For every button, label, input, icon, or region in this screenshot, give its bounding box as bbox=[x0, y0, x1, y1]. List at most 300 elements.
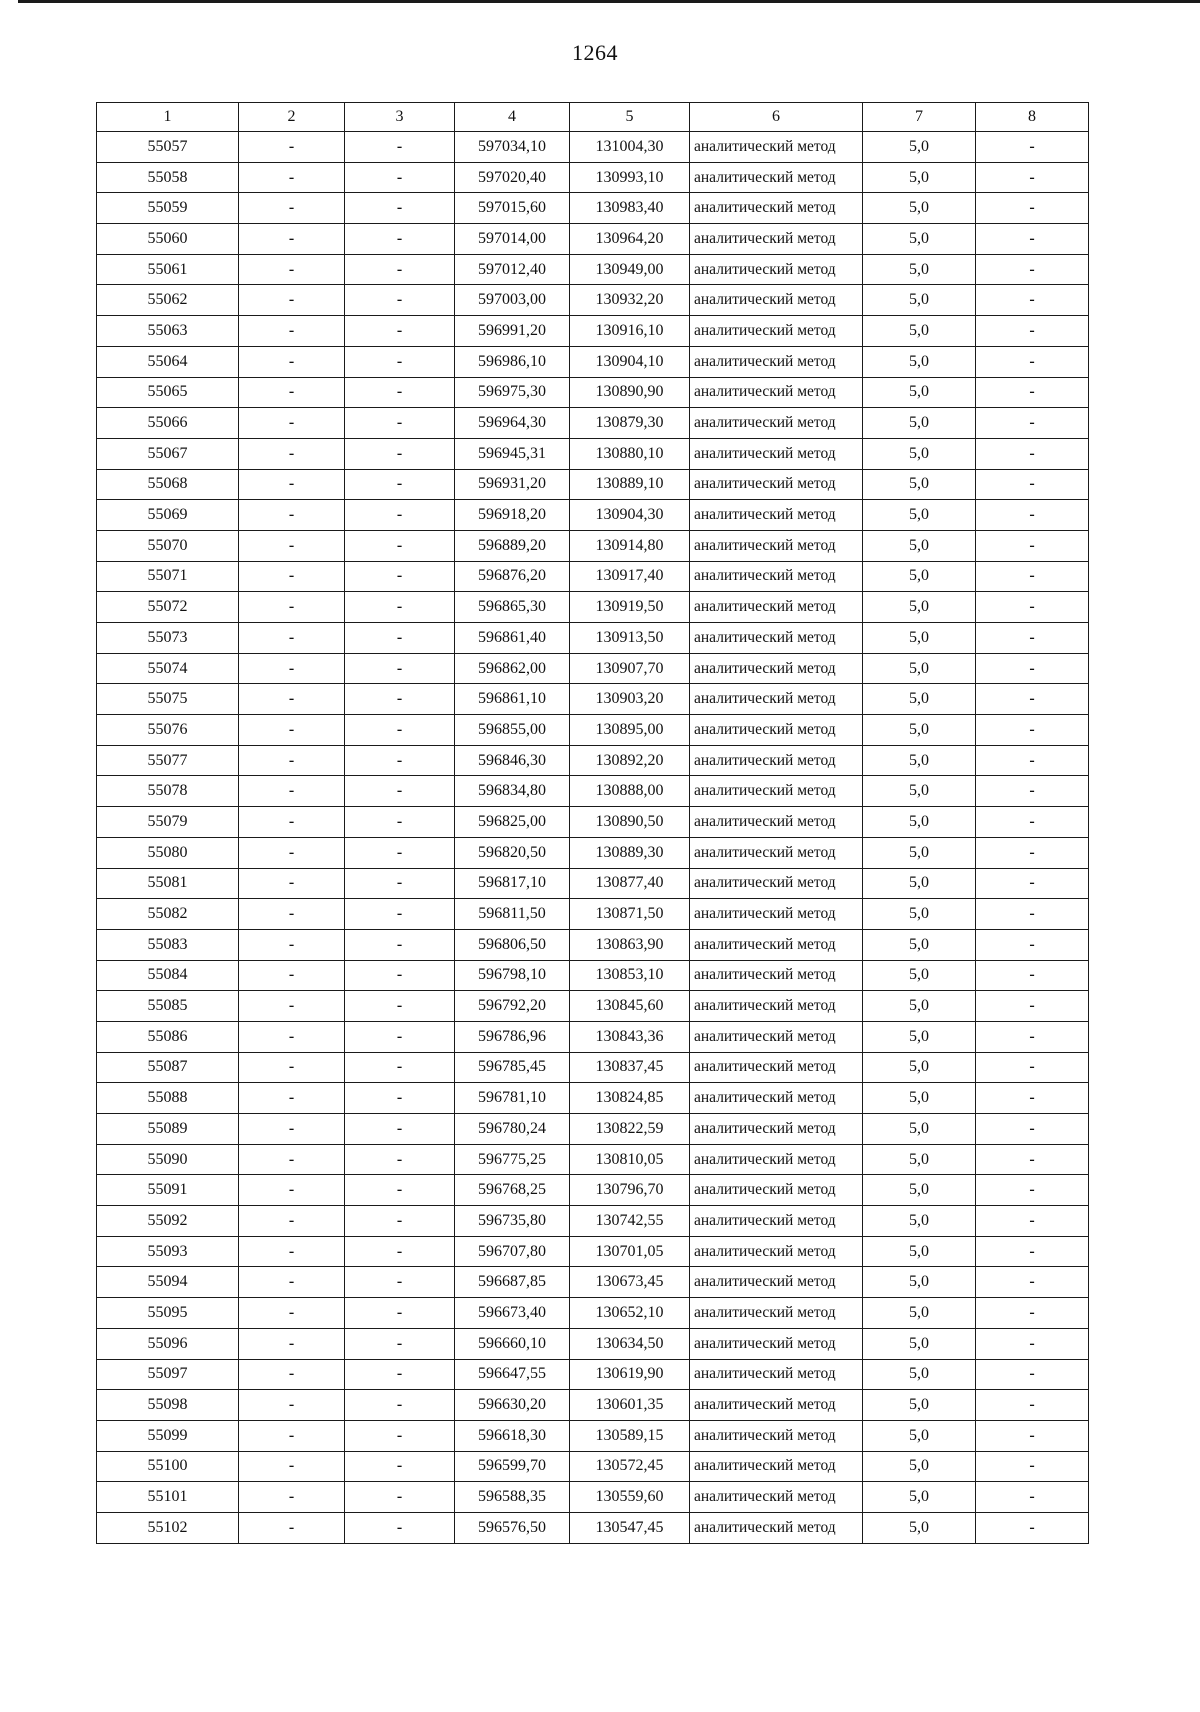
cell-col8-value: - bbox=[976, 530, 1089, 561]
cell-y-coordinate: 130914,80 bbox=[570, 530, 690, 561]
cell-col8-value: - bbox=[976, 745, 1089, 776]
cell-point-number: 55068 bbox=[97, 469, 239, 500]
cell-point-number: 55080 bbox=[97, 837, 239, 868]
cell-col8-value: - bbox=[976, 162, 1089, 193]
table-row bbox=[97, 1482, 1089, 1513]
cell-accuracy: 5,0 bbox=[863, 1359, 976, 1390]
cell-point-number: 55094 bbox=[97, 1267, 239, 1298]
cell-point-number: 55077 bbox=[97, 745, 239, 776]
cell-col2-value: - bbox=[239, 1482, 345, 1513]
table-row bbox=[97, 807, 1089, 838]
cell-point-number: 55086 bbox=[97, 1021, 239, 1052]
table-row bbox=[97, 1236, 1089, 1267]
cell-y-coordinate: 130904,10 bbox=[570, 346, 690, 377]
cell-col8-value: - bbox=[976, 500, 1089, 531]
table-row bbox=[97, 1451, 1089, 1482]
cell-method: аналитический метод bbox=[690, 561, 863, 592]
cell-y-coordinate: 130916,10 bbox=[570, 316, 690, 347]
table-row bbox=[97, 1052, 1089, 1083]
cell-x-coordinate: 596931,20 bbox=[455, 469, 570, 500]
cell-method: аналитический метод bbox=[690, 162, 863, 193]
table-row bbox=[97, 592, 1089, 623]
cell-point-number: 55098 bbox=[97, 1390, 239, 1421]
cell-method: аналитический метод bbox=[690, 254, 863, 285]
cell-x-coordinate: 596817,10 bbox=[455, 868, 570, 899]
cell-method: аналитический метод bbox=[690, 224, 863, 255]
cell-col3-value: - bbox=[345, 1328, 455, 1359]
cell-y-coordinate: 130742,55 bbox=[570, 1206, 690, 1237]
cell-col3-value: - bbox=[345, 807, 455, 838]
cell-col8-value: - bbox=[976, 1420, 1089, 1451]
cell-y-coordinate: 130559,60 bbox=[570, 1482, 690, 1513]
cell-x-coordinate: 596834,80 bbox=[455, 776, 570, 807]
cell-accuracy: 5,0 bbox=[863, 899, 976, 930]
cell-point-number: 55065 bbox=[97, 377, 239, 408]
cell-x-coordinate: 596618,30 bbox=[455, 1420, 570, 1451]
cell-point-number: 55090 bbox=[97, 1144, 239, 1175]
table-row bbox=[97, 316, 1089, 347]
cell-method: аналитический метод bbox=[690, 1236, 863, 1267]
cell-method: аналитический метод bbox=[690, 623, 863, 654]
cell-y-coordinate: 130877,40 bbox=[570, 868, 690, 899]
cell-col8-value: - bbox=[976, 684, 1089, 715]
cell-method: аналитический метод bbox=[690, 1451, 863, 1482]
cell-point-number: 55101 bbox=[97, 1482, 239, 1513]
cell-x-coordinate: 596889,20 bbox=[455, 530, 570, 561]
cell-x-coordinate: 596855,00 bbox=[455, 715, 570, 746]
cell-col3-value: - bbox=[345, 929, 455, 960]
table-row bbox=[97, 653, 1089, 684]
cell-col2-value: - bbox=[239, 899, 345, 930]
cell-accuracy: 5,0 bbox=[863, 346, 976, 377]
table-row bbox=[97, 684, 1089, 715]
cell-col2-value: - bbox=[239, 438, 345, 469]
cell-col3-value: - bbox=[345, 1021, 455, 1052]
cell-point-number: 55070 bbox=[97, 530, 239, 561]
cell-col8-value: - bbox=[976, 592, 1089, 623]
cell-col8-value: - bbox=[976, 1451, 1089, 1482]
cell-col3-value: - bbox=[345, 193, 455, 224]
cell-col2-value: - bbox=[239, 1083, 345, 1114]
header-col-4: 4 bbox=[455, 103, 570, 132]
cell-col2-value: - bbox=[239, 408, 345, 439]
cell-col3-value: - bbox=[345, 224, 455, 255]
cell-col3-value: - bbox=[345, 530, 455, 561]
cell-x-coordinate: 596825,00 bbox=[455, 807, 570, 838]
coordinates-table-container bbox=[96, 102, 1088, 1544]
cell-accuracy: 5,0 bbox=[863, 132, 976, 163]
cell-point-number: 55078 bbox=[97, 776, 239, 807]
cell-x-coordinate: 596792,20 bbox=[455, 991, 570, 1022]
cell-y-coordinate: 130652,10 bbox=[570, 1298, 690, 1329]
cell-col8-value: - bbox=[976, 1206, 1089, 1237]
cell-accuracy: 5,0 bbox=[863, 1512, 976, 1543]
cell-x-coordinate: 596865,30 bbox=[455, 592, 570, 623]
cell-y-coordinate: 130822,59 bbox=[570, 1114, 690, 1145]
cell-col2-value: - bbox=[239, 530, 345, 561]
cell-method: аналитический метод bbox=[690, 1144, 863, 1175]
cell-method: аналитический метод bbox=[690, 960, 863, 991]
cell-col8-value: - bbox=[976, 715, 1089, 746]
cell-y-coordinate: 130949,00 bbox=[570, 254, 690, 285]
cell-col8-value: - bbox=[976, 285, 1089, 316]
cell-col2-value: - bbox=[239, 1236, 345, 1267]
cell-col3-value: - bbox=[345, 837, 455, 868]
table-row bbox=[97, 285, 1089, 316]
table-row bbox=[97, 469, 1089, 500]
cell-accuracy: 5,0 bbox=[863, 1206, 976, 1237]
cell-y-coordinate: 130845,60 bbox=[570, 991, 690, 1022]
cell-point-number: 55071 bbox=[97, 561, 239, 592]
cell-point-number: 55064 bbox=[97, 346, 239, 377]
cell-col2-value: - bbox=[239, 1298, 345, 1329]
cell-method: аналитический метод bbox=[690, 408, 863, 439]
cell-point-number: 55072 bbox=[97, 592, 239, 623]
table-row bbox=[97, 224, 1089, 255]
cell-col3-value: - bbox=[345, 1052, 455, 1083]
cell-col3-value: - bbox=[345, 316, 455, 347]
cell-col2-value: - bbox=[239, 1206, 345, 1237]
table-body bbox=[97, 132, 1089, 1544]
table-row bbox=[97, 929, 1089, 960]
cell-col3-value: - bbox=[345, 254, 455, 285]
cell-accuracy: 5,0 bbox=[863, 1390, 976, 1421]
cell-col2-value: - bbox=[239, 868, 345, 899]
cell-point-number: 55093 bbox=[97, 1236, 239, 1267]
cell-x-coordinate: 596806,50 bbox=[455, 929, 570, 960]
cell-accuracy: 5,0 bbox=[863, 500, 976, 531]
cell-method: аналитический метод bbox=[690, 316, 863, 347]
cell-y-coordinate: 130547,45 bbox=[570, 1512, 690, 1543]
table-row bbox=[97, 1298, 1089, 1329]
cell-col3-value: - bbox=[345, 1512, 455, 1543]
cell-col3-value: - bbox=[345, 1298, 455, 1329]
cell-accuracy: 5,0 bbox=[863, 193, 976, 224]
cell-accuracy: 5,0 bbox=[863, 1298, 976, 1329]
cell-accuracy: 5,0 bbox=[863, 807, 976, 838]
cell-col3-value: - bbox=[345, 899, 455, 930]
cell-x-coordinate: 596687,85 bbox=[455, 1267, 570, 1298]
cell-point-number: 55062 bbox=[97, 285, 239, 316]
cell-y-coordinate: 130903,20 bbox=[570, 684, 690, 715]
cell-point-number: 55073 bbox=[97, 623, 239, 654]
table-row bbox=[97, 193, 1089, 224]
cell-col2-value: - bbox=[239, 1512, 345, 1543]
cell-point-number: 55092 bbox=[97, 1206, 239, 1237]
cell-y-coordinate: 130880,10 bbox=[570, 438, 690, 469]
table-row bbox=[97, 1175, 1089, 1206]
cell-col8-value: - bbox=[976, 929, 1089, 960]
cell-method: аналитический метод bbox=[690, 132, 863, 163]
table-row bbox=[97, 1206, 1089, 1237]
cell-method: аналитический метод bbox=[690, 653, 863, 684]
cell-accuracy: 5,0 bbox=[863, 1052, 976, 1083]
cell-accuracy: 5,0 bbox=[863, 991, 976, 1022]
cell-col2-value: - bbox=[239, 1451, 345, 1482]
cell-col3-value: - bbox=[345, 1420, 455, 1451]
cell-col2-value: - bbox=[239, 1390, 345, 1421]
cell-point-number: 55081 bbox=[97, 868, 239, 899]
table-row bbox=[97, 837, 1089, 868]
cell-method: аналитический метод bbox=[690, 1114, 863, 1145]
cell-y-coordinate: 130895,00 bbox=[570, 715, 690, 746]
cell-x-coordinate: 596945,31 bbox=[455, 438, 570, 469]
cell-y-coordinate: 130904,30 bbox=[570, 500, 690, 531]
cell-point-number: 55067 bbox=[97, 438, 239, 469]
cell-col3-value: - bbox=[345, 1144, 455, 1175]
table-row bbox=[97, 1144, 1089, 1175]
cell-x-coordinate: 596735,80 bbox=[455, 1206, 570, 1237]
cell-accuracy: 5,0 bbox=[863, 224, 976, 255]
cell-point-number: 55088 bbox=[97, 1083, 239, 1114]
header-col-1: 1 bbox=[97, 103, 239, 132]
cell-method: аналитический метод bbox=[690, 530, 863, 561]
cell-method: аналитический метод bbox=[690, 592, 863, 623]
cell-point-number: 55061 bbox=[97, 254, 239, 285]
cell-y-coordinate: 130843,36 bbox=[570, 1021, 690, 1052]
cell-accuracy: 5,0 bbox=[863, 653, 976, 684]
cell-point-number: 55069 bbox=[97, 500, 239, 531]
cell-point-number: 55095 bbox=[97, 1298, 239, 1329]
table-row bbox=[97, 377, 1089, 408]
cell-y-coordinate: 130964,20 bbox=[570, 224, 690, 255]
cell-col3-value: - bbox=[345, 346, 455, 377]
cell-col8-value: - bbox=[976, 1359, 1089, 1390]
cell-method: аналитический метод bbox=[690, 193, 863, 224]
cell-y-coordinate: 130837,45 bbox=[570, 1052, 690, 1083]
header-col-3: 3 bbox=[345, 103, 455, 132]
cell-col2-value: - bbox=[239, 377, 345, 408]
cell-col3-value: - bbox=[345, 377, 455, 408]
cell-col2-value: - bbox=[239, 684, 345, 715]
cell-col2-value: - bbox=[239, 991, 345, 1022]
cell-y-coordinate: 130983,40 bbox=[570, 193, 690, 224]
cell-col8-value: - bbox=[976, 1083, 1089, 1114]
cell-y-coordinate: 130892,20 bbox=[570, 745, 690, 776]
cell-col2-value: - bbox=[239, 469, 345, 500]
cell-col2-value: - bbox=[239, 745, 345, 776]
cell-x-coordinate: 596576,50 bbox=[455, 1512, 570, 1543]
cell-method: аналитический метод bbox=[690, 1420, 863, 1451]
cell-point-number: 55083 bbox=[97, 929, 239, 960]
cell-col3-value: - bbox=[345, 776, 455, 807]
cell-col3-value: - bbox=[345, 132, 455, 163]
cell-method: аналитический метод bbox=[690, 438, 863, 469]
cell-accuracy: 5,0 bbox=[863, 1451, 976, 1482]
page-number: 1264 bbox=[572, 40, 618, 65]
cell-col2-value: - bbox=[239, 1114, 345, 1145]
cell-accuracy: 5,0 bbox=[863, 684, 976, 715]
cell-y-coordinate: 130889,30 bbox=[570, 837, 690, 868]
cell-x-coordinate: 596647,55 bbox=[455, 1359, 570, 1390]
cell-y-coordinate: 130673,45 bbox=[570, 1267, 690, 1298]
cell-point-number: 55085 bbox=[97, 991, 239, 1022]
cell-col8-value: - bbox=[976, 1052, 1089, 1083]
header-col-7: 7 bbox=[863, 103, 976, 132]
cell-col3-value: - bbox=[345, 1482, 455, 1513]
cell-accuracy: 5,0 bbox=[863, 623, 976, 654]
cell-method: аналитический метод bbox=[690, 469, 863, 500]
cell-accuracy: 5,0 bbox=[863, 1236, 976, 1267]
cell-col8-value: - bbox=[976, 1482, 1089, 1513]
cell-y-coordinate: 130863,90 bbox=[570, 929, 690, 960]
cell-col2-value: - bbox=[239, 346, 345, 377]
table-row bbox=[97, 561, 1089, 592]
cell-col3-value: - bbox=[345, 684, 455, 715]
cell-col3-value: - bbox=[345, 991, 455, 1022]
cell-x-coordinate: 596986,10 bbox=[455, 346, 570, 377]
table-row bbox=[97, 408, 1089, 439]
cell-accuracy: 5,0 bbox=[863, 715, 976, 746]
cell-point-number: 55097 bbox=[97, 1359, 239, 1390]
table-row bbox=[97, 500, 1089, 531]
cell-col2-value: - bbox=[239, 193, 345, 224]
table-row bbox=[97, 623, 1089, 654]
cell-x-coordinate: 596861,40 bbox=[455, 623, 570, 654]
cell-col2-value: - bbox=[239, 715, 345, 746]
cell-col3-value: - bbox=[345, 1236, 455, 1267]
cell-accuracy: 5,0 bbox=[863, 316, 976, 347]
cell-accuracy: 5,0 bbox=[863, 1267, 976, 1298]
table-row bbox=[97, 991, 1089, 1022]
cell-point-number: 55079 bbox=[97, 807, 239, 838]
cell-col8-value: - bbox=[976, 1021, 1089, 1052]
cell-col2-value: - bbox=[239, 1144, 345, 1175]
cell-x-coordinate: 596707,80 bbox=[455, 1236, 570, 1267]
cell-x-coordinate: 596876,20 bbox=[455, 561, 570, 592]
cell-point-number: 55058 bbox=[97, 162, 239, 193]
cell-point-number: 55087 bbox=[97, 1052, 239, 1083]
cell-col8-value: - bbox=[976, 316, 1089, 347]
cell-accuracy: 5,0 bbox=[863, 377, 976, 408]
cell-col8-value: - bbox=[976, 193, 1089, 224]
cell-y-coordinate: 130634,50 bbox=[570, 1328, 690, 1359]
cell-y-coordinate: 130888,00 bbox=[570, 776, 690, 807]
cell-method: аналитический метод bbox=[690, 1267, 863, 1298]
table-row bbox=[97, 1021, 1089, 1052]
cell-col8-value: - bbox=[976, 224, 1089, 255]
cell-point-number: 55100 bbox=[97, 1451, 239, 1482]
cell-method: аналитический метод bbox=[690, 868, 863, 899]
cell-y-coordinate: 130907,70 bbox=[570, 653, 690, 684]
cell-point-number: 55091 bbox=[97, 1175, 239, 1206]
cell-col3-value: - bbox=[345, 745, 455, 776]
cell-col2-value: - bbox=[239, 500, 345, 531]
cell-col8-value: - bbox=[976, 469, 1089, 500]
cell-x-coordinate: 597034,10 bbox=[455, 132, 570, 163]
cell-point-number: 55066 bbox=[97, 408, 239, 439]
cell-col3-value: - bbox=[345, 592, 455, 623]
cell-col8-value: - bbox=[976, 623, 1089, 654]
cell-y-coordinate: 130810,05 bbox=[570, 1144, 690, 1175]
cell-col8-value: - bbox=[976, 1175, 1089, 1206]
cell-accuracy: 5,0 bbox=[863, 438, 976, 469]
cell-col3-value: - bbox=[345, 1267, 455, 1298]
cell-col8-value: - bbox=[976, 991, 1089, 1022]
cell-accuracy: 5,0 bbox=[863, 1021, 976, 1052]
cell-x-coordinate: 596780,24 bbox=[455, 1114, 570, 1145]
cell-col2-value: - bbox=[239, 1359, 345, 1390]
cell-method: аналитический метод bbox=[690, 837, 863, 868]
cell-col2-value: - bbox=[239, 1052, 345, 1083]
cell-col3-value: - bbox=[345, 715, 455, 746]
cell-method: аналитический метод bbox=[690, 807, 863, 838]
cell-y-coordinate: 130890,90 bbox=[570, 377, 690, 408]
cell-method: аналитический метод bbox=[690, 1052, 863, 1083]
cell-x-coordinate: 596785,45 bbox=[455, 1052, 570, 1083]
cell-col2-value: - bbox=[239, 162, 345, 193]
cell-x-coordinate: 596991,20 bbox=[455, 316, 570, 347]
cell-col3-value: - bbox=[345, 623, 455, 654]
cell-col3-value: - bbox=[345, 500, 455, 531]
cell-accuracy: 5,0 bbox=[863, 254, 976, 285]
cell-col2-value: - bbox=[239, 285, 345, 316]
cell-col3-value: - bbox=[345, 1083, 455, 1114]
cell-col3-value: - bbox=[345, 960, 455, 991]
cell-accuracy: 5,0 bbox=[863, 1175, 976, 1206]
cell-accuracy: 5,0 bbox=[863, 837, 976, 868]
cell-accuracy: 5,0 bbox=[863, 561, 976, 592]
cell-col8-value: - bbox=[976, 132, 1089, 163]
cell-y-coordinate: 130871,50 bbox=[570, 899, 690, 930]
cell-y-coordinate: 130796,70 bbox=[570, 1175, 690, 1206]
cell-col3-value: - bbox=[345, 1390, 455, 1421]
cell-accuracy: 5,0 bbox=[863, 162, 976, 193]
cell-point-number: 55063 bbox=[97, 316, 239, 347]
cell-x-coordinate: 597003,00 bbox=[455, 285, 570, 316]
cell-method: аналитический метод bbox=[690, 377, 863, 408]
cell-point-number: 55082 bbox=[97, 899, 239, 930]
cell-method: аналитический метод bbox=[690, 1512, 863, 1543]
cell-method: аналитический метод bbox=[690, 285, 863, 316]
cell-point-number: 55074 bbox=[97, 653, 239, 684]
cell-col2-value: - bbox=[239, 561, 345, 592]
cell-x-coordinate: 596588,35 bbox=[455, 1482, 570, 1513]
cell-accuracy: 5,0 bbox=[863, 1482, 976, 1513]
table-row bbox=[97, 254, 1089, 285]
cell-col8-value: - bbox=[976, 438, 1089, 469]
cell-y-coordinate: 130993,10 bbox=[570, 162, 690, 193]
cell-col8-value: - bbox=[976, 1236, 1089, 1267]
cell-y-coordinate: 130853,10 bbox=[570, 960, 690, 991]
cell-x-coordinate: 596811,50 bbox=[455, 899, 570, 930]
cell-point-number: 55057 bbox=[97, 132, 239, 163]
cell-accuracy: 5,0 bbox=[863, 868, 976, 899]
cell-col3-value: - bbox=[345, 1206, 455, 1237]
cell-col2-value: - bbox=[239, 254, 345, 285]
cell-col3-value: - bbox=[345, 438, 455, 469]
cell-method: аналитический метод bbox=[690, 1390, 863, 1421]
cell-x-coordinate: 596786,96 bbox=[455, 1021, 570, 1052]
cell-col2-value: - bbox=[239, 592, 345, 623]
cell-col3-value: - bbox=[345, 1175, 455, 1206]
table-row bbox=[97, 1328, 1089, 1359]
cell-x-coordinate: 596630,20 bbox=[455, 1390, 570, 1421]
cell-col2-value: - bbox=[239, 316, 345, 347]
cell-col3-value: - bbox=[345, 561, 455, 592]
cell-col8-value: - bbox=[976, 807, 1089, 838]
coordinates-table bbox=[96, 102, 1089, 1544]
cell-method: аналитический метод bbox=[690, 1206, 863, 1237]
cell-accuracy: 5,0 bbox=[863, 592, 976, 623]
cell-accuracy: 5,0 bbox=[863, 1083, 976, 1114]
cell-x-coordinate: 596660,10 bbox=[455, 1328, 570, 1359]
table-row bbox=[97, 1512, 1089, 1543]
cell-x-coordinate: 596846,30 bbox=[455, 745, 570, 776]
table-row bbox=[97, 899, 1089, 930]
cell-col2-value: - bbox=[239, 1021, 345, 1052]
cell-y-coordinate: 130701,05 bbox=[570, 1236, 690, 1267]
